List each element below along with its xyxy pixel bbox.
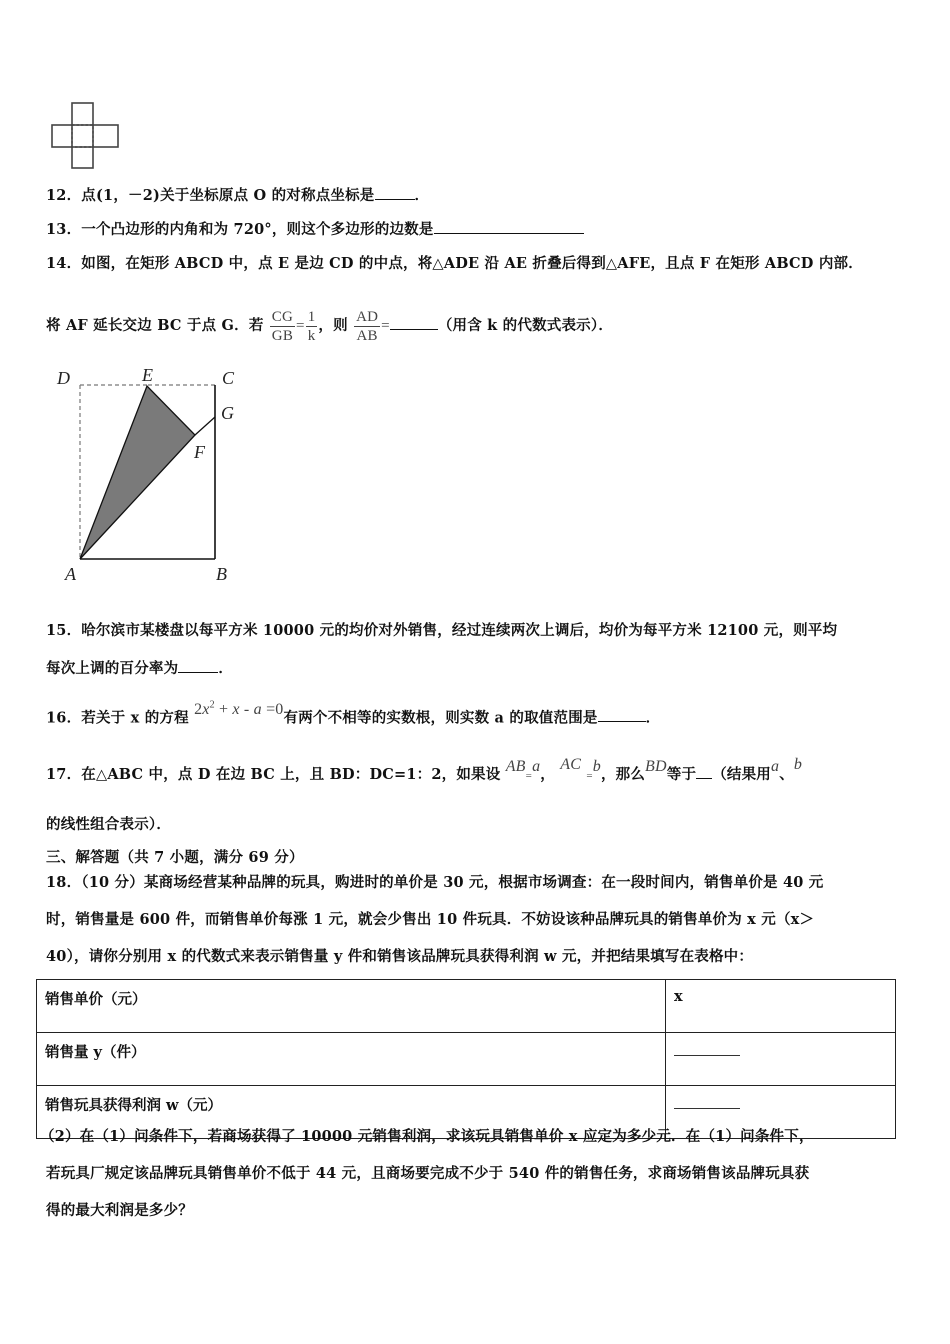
q16-equation <box>194 701 283 718</box>
q17-answer-blank[interactable] <box>696 764 712 779</box>
q16-answer-blank[interactable] <box>598 707 646 722</box>
eq-exp: 2 <box>209 700 215 711</box>
comma: ， <box>540 766 555 783</box>
q16-text-a: 若关于 x 的方程 <box>81 709 189 727</box>
table-row <box>37 980 896 1033</box>
q12-tail: ． <box>414 187 430 204</box>
label-b: B <box>216 564 227 584</box>
q18-line3: 40），请你分别用 x 的代数式来表示销售量 y 件和销售该品牌玩具获得利润 w 元，并把结果填写在表格中： <box>46 948 754 965</box>
question-18-part2-line3 <box>46 1201 193 1221</box>
question-15-line2 <box>46 658 233 679</box>
table-cell-label: 销售玩具获得利润 w（元） <box>37 1086 666 1139</box>
question-16 <box>46 700 661 728</box>
vector-a-ref: a <box>771 758 780 775</box>
label-a: A <box>65 564 76 584</box>
q17-text-c: 等于 <box>666 766 697 783</box>
q16-tail: ． <box>645 709 661 727</box>
equals-sign: = <box>586 770 593 782</box>
vector-b-ref: b <box>793 756 803 773</box>
q14-number: 14． <box>46 255 82 272</box>
frac-den: k <box>307 327 316 344</box>
question-14-line1 <box>46 254 863 274</box>
question-18-line2 <box>46 910 814 930</box>
q12-number: 12． <box>46 187 82 204</box>
separator: 、 <box>779 766 794 783</box>
equals-sign: = <box>296 318 305 334</box>
q15-line2: 每次上调的百分率为 <box>46 660 179 677</box>
q14-line2-b: ，则 <box>318 317 348 334</box>
vector-ab: AB <box>505 758 526 775</box>
question-13 <box>46 219 584 240</box>
question-15-line1 <box>46 621 837 641</box>
label-c: C <box>222 368 235 388</box>
table-cell-label: 销售量 y（件） <box>37 1033 666 1086</box>
frac-den: AB <box>356 327 378 344</box>
q15-answer-blank[interactable] <box>178 658 218 673</box>
vector-bd: BD <box>645 758 667 775</box>
fraction-cg-gb <box>270 308 295 345</box>
q12-answer-blank[interactable] <box>375 185 415 200</box>
table-cell-value: x <box>666 980 896 1033</box>
frac-num: CG <box>271 308 294 325</box>
fraction-ad-ab <box>354 308 380 345</box>
table-row <box>37 1033 896 1086</box>
frac-den: GB <box>271 327 294 344</box>
eq-minus: - <box>239 701 254 719</box>
q18-part2-line3: 得的最大利润是多少？ <box>46 1202 193 1219</box>
question-18-line1 <box>46 873 824 893</box>
q15-tail: ． <box>218 660 234 677</box>
table-cell-label: 销售单价（元） <box>37 980 666 1033</box>
q14-line1: 如图，在矩形 ABCD 中，点 E 是边 CD 的中点，将△ADE 沿 AE 折叠后得到△AFE，且点 F 在矩形 ABCD 内部． <box>81 255 863 272</box>
question-18-line3 <box>46 947 753 967</box>
question-14-line2 <box>46 306 613 346</box>
frac-num: 1 <box>307 308 316 325</box>
answer-blank-w[interactable] <box>674 1108 740 1109</box>
frac-num: AD <box>356 308 379 325</box>
vector-a: a <box>532 758 541 775</box>
fraction-1-k <box>306 308 318 345</box>
q16-text-b: 有两个不相等的实数根，则实数 a 的取值范围是 <box>283 709 598 727</box>
q13-text: 一个凸边形的内角和为 720°，则这个多边形的边数是 <box>81 221 434 238</box>
q18-line1: （10 分）某商场经营某种品牌的玩具，购进时的单价是 30 元，根据市场调查：在一段时间内，销售单价是 40 元 <box>81 874 824 891</box>
eq-x2: x <box>232 701 240 719</box>
vector-b: b <box>592 758 601 775</box>
q14-line2-c: （用含 k 的代数式表示）． <box>437 317 614 334</box>
q17-text-b: ，那么 <box>600 766 646 783</box>
section-3-title: 三、解答题（共 7 小题，满分 69 分） <box>46 849 304 866</box>
q12-text: 点(1，－2)关于坐标原点 O 的对称点坐标是 <box>81 187 375 204</box>
q15-number: 15． <box>46 622 82 639</box>
eq-equals-zero: =0 <box>261 701 284 719</box>
section-3-heading <box>46 848 304 868</box>
eq-plus: + <box>214 701 233 719</box>
eq-a: a <box>253 701 262 719</box>
q13-number: 13． <box>46 221 82 238</box>
table-cell-answer[interactable] <box>666 1033 896 1086</box>
question-17-line2 <box>46 815 171 835</box>
question-18-part2-line2 <box>46 1164 809 1184</box>
eq-x: x <box>202 701 210 719</box>
q13-answer-blank[interactable] <box>434 219 584 234</box>
question-18-part2-line1 <box>40 1127 814 1147</box>
question-12 <box>46 185 429 206</box>
label-g: G <box>221 403 234 423</box>
q17-text-d: （结果用 <box>712 766 771 783</box>
label-d: D <box>57 368 70 388</box>
q17-line2: 的线性组合表示）． <box>46 816 172 833</box>
q18-line2: 时，销售量是 600 件，而销售单价每涨 1 元，就会少售出 10 件玩具．不妨设该种品牌玩具的销售单价为 x 元（x＞ <box>46 911 815 928</box>
q14-answer-blank[interactable] <box>390 315 438 330</box>
answer-blank-y[interactable] <box>674 1055 740 1056</box>
q17-text-a: 在△ABC 中，点 D 在边 BC 上，且 BD：DC=1：2，如果设 <box>81 766 501 783</box>
equals-sign: = <box>381 318 390 334</box>
question-17-line1 <box>46 756 803 786</box>
q18-number: 18． <box>46 874 82 891</box>
label-f: F <box>194 442 205 462</box>
q15-line1: 哈尔滨市某楼盘以每平方米 10000 元的均价对外销售，经过连续两次上调后，均价为每平方米 12100 元，则平均 <box>81 622 838 639</box>
cube-net-figure <box>48 100 124 174</box>
q16-number: 16． <box>46 709 82 727</box>
eq-coef: 2 <box>194 701 203 719</box>
q17-number: 17． <box>46 766 82 783</box>
label-e: E <box>142 365 153 385</box>
q18-part2-line2: 若玩具厂规定该品牌玩具销售单价不低于 44 元，且商场要完成不少于 540 件的销售任务，求商场销售该品牌玩具获 <box>46 1165 810 1182</box>
q14-line2-a: 将 AF 延长交边 BC 于点 G．若 <box>46 317 264 334</box>
q18-part2-line1: （2）在（1）问条件下，若商场获得了 10000 元销售利润，求该玩具销售单价 x 应定为多少元．在（1）问条件下， <box>40 1128 814 1145</box>
rectangle-fold-figure <box>50 362 250 587</box>
q18-table <box>36 979 896 1139</box>
vector-ac: AC <box>560 756 582 773</box>
equals-sign: = <box>525 770 533 782</box>
